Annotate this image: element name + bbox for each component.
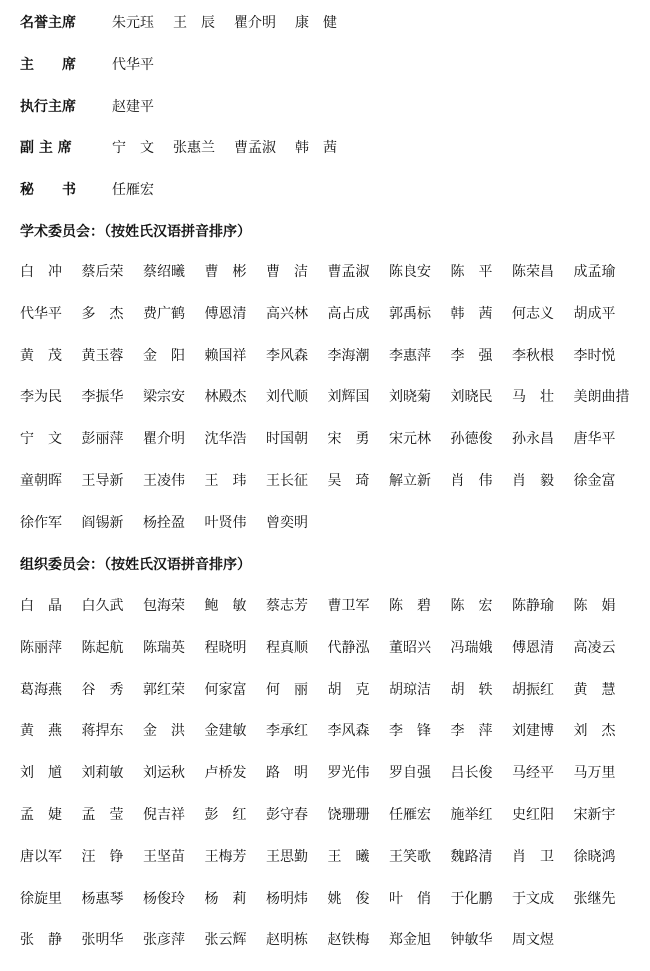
member-name: 肖 伟 (450, 472, 493, 489)
person-name: 瞿介明 (234, 15, 276, 31)
member-name: 刘莉敏 (81, 765, 124, 782)
member-name: 蒋捍东 (81, 723, 124, 740)
member-name: 饶珊珊 (327, 806, 370, 823)
role-label: 名誉主席 (20, 15, 76, 31)
member-name: 鲍 敏 (204, 598, 247, 614)
member-name: 叶 俏 (389, 890, 431, 907)
member-name: 曹卫军 (327, 598, 370, 614)
member-name: 李 锋 (389, 723, 431, 740)
member-name: 杨明炜 (266, 890, 308, 907)
member-name: 郭禹标 (389, 305, 431, 322)
member-name: 唐以军 (20, 848, 62, 865)
member-name: 蔡志芳 (266, 598, 308, 614)
member-name: 谷 秀 (81, 681, 124, 698)
member-name: 杨 莉 (204, 890, 247, 907)
role-names (112, 137, 356, 157)
member-name: 蔡绍曦 (143, 264, 185, 280)
member-name: 马 壮 (512, 389, 554, 406)
member-name: 陈 宏 (450, 598, 493, 614)
member-name: 张云辉 (204, 932, 247, 949)
member-name: 魏路清 (450, 848, 493, 865)
role-secretary (20, 178, 173, 200)
member-name: 周文煜 (512, 932, 554, 949)
member-name: 肖 毅 (512, 472, 554, 489)
member-name: 王长征 (266, 472, 308, 489)
member-name: 何志义 (512, 305, 554, 322)
role-names (112, 54, 173, 74)
member-name: 成孟瑜 (573, 264, 616, 280)
member-name: 孟 莹 (81, 806, 124, 823)
person-name: 曹孟淑 (234, 140, 276, 156)
member-name: 陈 娟 (573, 598, 616, 614)
member-name: 高兴林 (266, 305, 308, 322)
member-name: 刘代顺 (266, 389, 308, 406)
member-name: 解立新 (389, 472, 431, 489)
person-name: 朱元珏 (112, 15, 154, 31)
member-name: 时国朝 (266, 431, 308, 448)
member-name: 沈华浩 (204, 431, 247, 448)
member-name: 郑金旭 (389, 932, 431, 949)
member-name: 何家富 (204, 681, 247, 698)
member-name: 陈静瑜 (512, 598, 554, 614)
member-name: 陈起航 (81, 639, 124, 656)
member-name: 程真顺 (266, 639, 308, 656)
member-name: 王思勤 (266, 848, 308, 865)
member-name: 宋元林 (389, 431, 431, 448)
member-name: 徐旋里 (20, 890, 62, 907)
member-name: 李海潮 (327, 347, 370, 364)
member-name: 瞿介明 (143, 431, 185, 448)
member-name: 蔡后荣 (81, 264, 124, 280)
person-name: 任雁宏 (112, 182, 154, 198)
member-name: 李风森 (327, 723, 370, 740)
member-name: 王导新 (81, 472, 124, 489)
person-name: 韩 茜 (295, 140, 337, 156)
member-name: 童朝晖 (20, 472, 62, 489)
member-name: 费广鹤 (143, 305, 185, 322)
member-name: 曹 彬 (204, 264, 247, 280)
member-name: 多 杰 (81, 305, 124, 322)
member-name: 胡振红 (512, 681, 554, 698)
member-name: 程晓明 (204, 639, 247, 656)
member-name: 胡 轶 (450, 681, 493, 698)
member-name: 李时悦 (573, 347, 616, 364)
member-name: 徐作军 (20, 514, 62, 531)
member-name: 肖 卫 (512, 848, 554, 865)
member-name: 李 萍 (450, 723, 493, 740)
member-name: 姚 俊 (327, 890, 370, 907)
person-name: 赵建平 (112, 99, 154, 115)
role-label: 秘 书 (20, 182, 76, 198)
role-executive-chair (20, 95, 173, 117)
role-honorary-chair (20, 11, 356, 33)
academic-committee-members (20, 261, 650, 554)
role-names (112, 179, 173, 199)
role-names (112, 96, 173, 116)
member-name: 赖国祥 (204, 347, 247, 364)
member-name: 张彦萍 (143, 932, 185, 949)
member-name: 董昭兴 (389, 639, 431, 656)
member-name: 赵铁梅 (327, 932, 370, 949)
member-name: 刘建博 (512, 723, 554, 740)
member-name: 葛海燕 (20, 681, 62, 698)
member-name: 梁宗安 (143, 389, 185, 406)
member-name: 张 静 (20, 932, 62, 949)
member-name: 阎锡新 (81, 514, 124, 531)
member-name: 何 丽 (266, 681, 308, 698)
member-name: 马万里 (573, 765, 616, 782)
role-vice-chair (20, 136, 356, 158)
member-name: 代华平 (20, 305, 62, 322)
member-name: 孙德俊 (450, 431, 493, 448)
member-name: 包海荣 (143, 598, 185, 614)
member-name: 于化鹏 (450, 890, 493, 907)
member-name: 胡琼洁 (389, 681, 431, 698)
member-name: 曾奕明 (266, 514, 308, 531)
member-name: 刘运秋 (143, 765, 185, 782)
member-name: 张继先 (573, 890, 616, 907)
person-name: 康 健 (295, 15, 337, 31)
member-name: 罗光伟 (327, 765, 370, 782)
member-name: 刘辉国 (327, 389, 370, 406)
member-name: 陈 平 (450, 264, 493, 280)
member-name: 傅恩清 (204, 305, 247, 322)
member-name: 冯瑞娥 (450, 639, 493, 656)
member-name: 唐华平 (573, 431, 616, 448)
member-name: 杨惠琴 (81, 890, 124, 907)
member-name: 陈 碧 (389, 598, 431, 614)
member-name: 史红阳 (512, 806, 554, 823)
member-name: 彭 红 (204, 806, 247, 823)
member-name: 彭守春 (266, 806, 308, 823)
member-name: 金建敏 (204, 723, 247, 740)
role-label: 副 主 席 (20, 140, 72, 156)
academic-committee-title: 学术委员会：（按姓氏汉语拼音排序） (20, 224, 251, 240)
member-name: 赵明栋 (266, 932, 308, 949)
organizing-committee-title: 组织委员会：（按姓氏汉语拼音排序） (20, 557, 251, 573)
member-name: 徐金富 (573, 472, 616, 489)
member-name: 林殿杰 (204, 389, 247, 406)
member-name: 吴 琦 (327, 472, 370, 489)
member-name: 黄 燕 (20, 723, 62, 740)
role-chair (20, 53, 173, 75)
member-name: 白 晶 (20, 598, 62, 614)
member-name: 黄 茂 (20, 347, 62, 364)
role-label: 执行主席 (20, 99, 76, 115)
member-name: 高占成 (327, 305, 370, 322)
member-name: 美朗曲措 (573, 389, 630, 406)
member-name: 刘晓菊 (389, 389, 431, 406)
member-name: 胡 克 (327, 681, 370, 698)
member-name: 任雁宏 (389, 806, 431, 823)
member-name: 宋 勇 (327, 431, 370, 448)
member-name: 孟 婕 (20, 806, 62, 823)
member-name: 孙永昌 (512, 431, 554, 448)
member-name: 刘 杰 (573, 723, 616, 740)
member-name: 白久武 (81, 598, 124, 614)
person-name: 代华平 (112, 57, 154, 73)
member-name: 郭红荣 (143, 681, 185, 698)
member-name: 罗自强 (389, 765, 431, 782)
member-name: 陈瑞英 (143, 639, 185, 656)
member-name: 王 玮 (204, 472, 247, 489)
member-name: 杨拴盈 (143, 514, 185, 531)
member-name: 李振华 (81, 389, 124, 406)
member-name: 李秋根 (512, 347, 554, 364)
member-name: 叶贤伟 (204, 514, 247, 531)
member-name: 李为民 (20, 389, 62, 406)
member-name: 路 明 (266, 765, 308, 782)
member-name: 傅恩清 (512, 639, 554, 656)
member-name: 金 洪 (143, 723, 185, 740)
member-name: 李 强 (450, 347, 493, 364)
member-name: 汪 铮 (81, 848, 124, 865)
member-name: 胡成平 (573, 305, 616, 322)
member-name: 杨俊玲 (143, 890, 185, 907)
member-name: 倪吉祥 (143, 806, 185, 823)
member-name: 宁 文 (20, 431, 62, 448)
member-name: 王梅芳 (204, 848, 247, 865)
member-name: 张明华 (81, 932, 124, 949)
member-name: 王笑歌 (389, 848, 431, 865)
member-name: 代静泓 (327, 639, 370, 656)
member-name: 王 曦 (327, 848, 370, 865)
member-name: 于文成 (512, 890, 554, 907)
member-name: 黄 慧 (573, 681, 616, 698)
member-name: 刘 馗 (20, 765, 62, 782)
member-name: 高凌云 (573, 639, 616, 656)
person-name: 宁 文 (112, 140, 154, 156)
member-name: 李惠萍 (389, 347, 431, 364)
member-name: 黄玉蓉 (81, 347, 124, 364)
member-name: 李风森 (266, 347, 308, 364)
member-name: 曹 洁 (266, 264, 308, 280)
member-name: 宋新宇 (573, 806, 616, 823)
person-name: 张惠兰 (173, 140, 215, 156)
member-name: 马经平 (512, 765, 554, 782)
member-name: 吕长俊 (450, 765, 493, 782)
member-name: 陈良安 (389, 264, 431, 280)
member-name: 曹孟淑 (327, 264, 370, 280)
member-name: 白 冲 (20, 264, 62, 280)
member-name: 陈丽萍 (20, 639, 62, 656)
member-name: 陈荣昌 (512, 264, 554, 280)
role-label: 主 席 (20, 57, 76, 73)
member-name: 韩 茜 (450, 305, 493, 322)
member-name: 徐晓鸿 (573, 848, 616, 865)
member-name: 王坚苗 (143, 848, 185, 865)
member-name: 钟敏华 (450, 932, 493, 949)
member-name: 彭丽萍 (81, 431, 124, 448)
member-name: 刘晓民 (450, 389, 493, 406)
member-name: 施举红 (450, 806, 493, 823)
member-name: 卢桥发 (204, 765, 247, 782)
member-name: 王凌伟 (143, 472, 185, 489)
member-name: 李承红 (266, 723, 308, 740)
person-name: 王 辰 (173, 15, 215, 31)
member-name: 金 阳 (143, 347, 185, 364)
role-names (112, 12, 356, 32)
organizing-committee-members (20, 595, 650, 971)
